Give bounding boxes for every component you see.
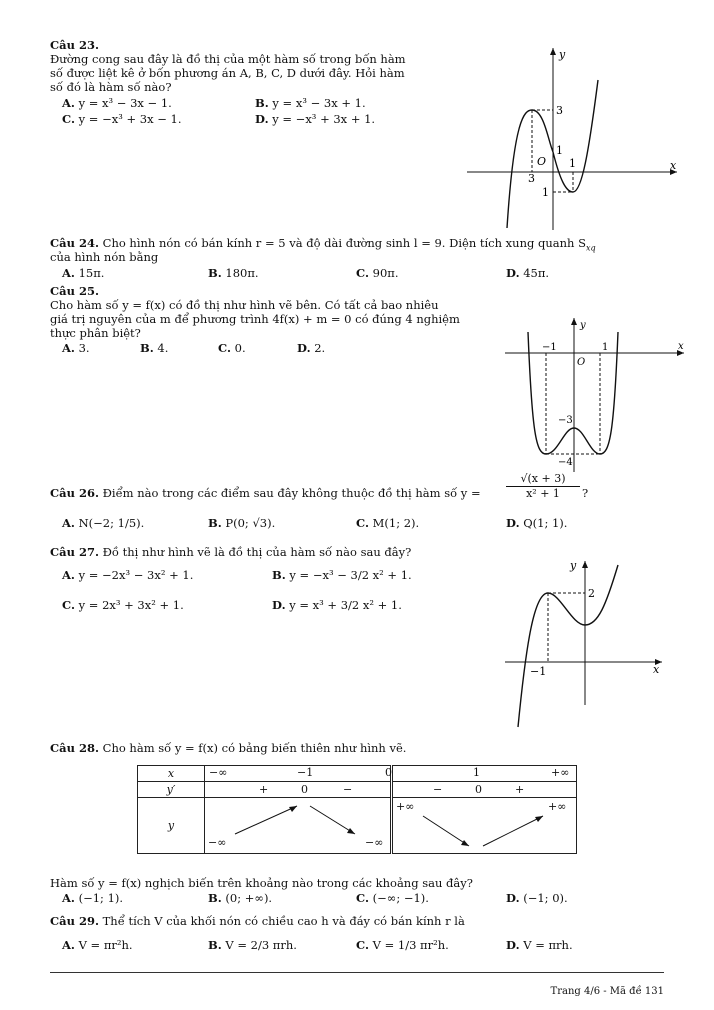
q26-text-1: Câu 26. Điểm nào trong các điểm sau đây không thuộc đồ thị hàm số y = [50, 486, 481, 500]
q28-text-1: Câu 28. Cho hàm số y = f(x) có bảng biến thiên như hình vẽ. [50, 741, 407, 755]
q23-title: Câu 23. [50, 38, 99, 52]
q26-fraction: √(x + 3) x² + 1 [506, 472, 580, 501]
q25-title: Câu 25. [50, 284, 99, 298]
q25-pos1-label: 1 [602, 342, 609, 353]
q25-option-c[interactable]: C. 0. [218, 341, 246, 355]
q27-graph [500, 555, 670, 730]
q25-neg1-label: −1 [542, 342, 557, 353]
q23-origin-label: O [537, 155, 547, 168]
q25-x-label: x [678, 341, 684, 352]
vt-x-label: x [138, 766, 205, 782]
q25-y-label: y [580, 320, 586, 331]
q25-neg3-label: −3 [558, 415, 573, 426]
q24-option-a[interactable]: A. 15π. [62, 266, 105, 280]
q27-neg1-label: −1 [530, 665, 547, 678]
q29-option-a[interactable]: A. V = πr²h. [62, 938, 133, 952]
vt-yp-label: y′ [138, 782, 205, 798]
q23-option-c[interactable]: C. y = −x³ + 3x − 1. [62, 112, 182, 126]
q23-label-1a: 1 [556, 144, 563, 157]
q23-x-label: x [670, 159, 677, 172]
q25-graph [500, 312, 690, 474]
q28-option-b[interactable]: B. (0; +∞). [208, 891, 273, 905]
q23-label-3b: 3 [528, 172, 535, 185]
q25-option-b[interactable]: B. 4. [140, 341, 169, 355]
vt-x-row-right: 1 +∞ [392, 766, 577, 782]
q26-option-b[interactable]: B. P(0; √3). [208, 516, 276, 530]
q24-option-d[interactable]: D. 45π. [506, 266, 550, 280]
q25-text-3: thực phân biệt? [50, 326, 141, 340]
q27-option-c[interactable]: C. y = 2x³ + 3x² + 1. [62, 598, 184, 612]
vt-arrows-right [393, 798, 578, 854]
q23-text-1: Đường cong sau đây là đồ thị của một hàm số trong bốn hàm [50, 52, 406, 66]
vt-y-row-right: +∞ +∞ [392, 798, 577, 854]
q23-label-3: 3 [556, 104, 563, 117]
q29-text-1: Câu 29. Thể tích V của khối nón có chiều cao h và đáy có bán kính r là [50, 914, 465, 928]
q25-origin-label: O [577, 357, 586, 368]
q28-option-d[interactable]: D. (−1; 0). [506, 891, 568, 905]
q28-option-a[interactable]: A. (−1; 1). [62, 891, 124, 905]
q28-text-2: Hàm số y = f(x) nghịch biến trên khoảng nào trong các khoảng sau đây? [50, 876, 473, 890]
q23-y-label: y [559, 48, 566, 61]
vt-yp-row-left: + 0 − [205, 782, 392, 798]
q27-option-d[interactable]: D. y = x³ + 3/2 x² + 1. [272, 598, 402, 612]
q28-option-c[interactable]: C. (−∞; −1). [356, 891, 429, 905]
q27-curve [518, 565, 618, 727]
q23-graph [462, 40, 682, 232]
q23-label-1c: 1 [542, 186, 549, 199]
q25-neg4-label: −4 [558, 457, 573, 468]
vt-y-label: y [138, 798, 205, 854]
q29-option-c[interactable]: C. V = 1/3 πr²h. [356, 938, 449, 952]
q24-text-2: của hình nón bằng [50, 250, 159, 264]
vt-yp-row-right: − 0 + [392, 782, 577, 798]
q23-text-3: số đó là hàm số nào? [50, 80, 172, 94]
q27-option-a[interactable]: A. y = −2x³ − 3x² + 1. [62, 568, 194, 582]
q23-option-a[interactable]: A. y = x³ − 3x − 1. [62, 96, 172, 110]
q29-option-b[interactable]: B. V = 2/3 πrh. [208, 938, 297, 952]
q23-option-d[interactable]: D. y = −x³ + 3x + 1. [255, 112, 376, 126]
q26-question-mark: ? [582, 486, 589, 500]
footer-divider [50, 972, 664, 973]
variation-table [137, 765, 577, 854]
q26-option-d[interactable]: D. Q(1; 1). [506, 516, 568, 530]
q29-option-d[interactable]: D. V = πrh. [506, 938, 573, 952]
q24-option-c[interactable]: C. 90π. [356, 266, 399, 280]
q27-y-label: y [570, 559, 577, 572]
q25-text-2: giá trị nguyên của m để phương trình 4f(x) + m = 0 có đúng 4 nghiệm [50, 312, 460, 326]
vt-arrows-left [205, 798, 390, 854]
q24-text-1: Câu 24. Cho hình nón có bán kính r = 5 và độ dài đường sinh l = 9. Diện tích xung quanh $S_{xq}$ [50, 236, 596, 253]
q24-option-b[interactable]: B. 180π. [208, 266, 259, 280]
q25-text-1: Cho hàm số y = f(x) có đồ thị như hình vẽ bên. Có tất cả bao nhiêu [50, 298, 439, 312]
q25-option-a[interactable]: A. 3. [62, 341, 90, 355]
q27-option-b[interactable]: B. y = −x³ − 3/2 x² + 1. [272, 568, 412, 582]
q27-label-2: 2 [588, 587, 595, 600]
q23-option-b[interactable]: B. y = x³ − 3x + 1. [255, 96, 366, 110]
q27-text-1: Câu 27. Đồ thị như hình vẽ là đồ thị của hàm số nào sau đây? [50, 545, 412, 559]
q26-option-a[interactable]: A. N(−2; 1/5). [62, 516, 145, 530]
vt-y-row-left: −∞ −∞ [205, 798, 392, 854]
q26-option-c[interactable]: C. M(1; 2). [356, 516, 420, 530]
q25-option-d[interactable]: D. 2. [297, 341, 326, 355]
q27-x-label: x [653, 663, 660, 676]
q23-label-1b: 1 [569, 157, 576, 170]
page-footer: Trang 4/6 - Mã đề 131 [550, 986, 664, 997]
vt-x-row-left: −∞ −1 0 [205, 766, 392, 782]
q23-text-2: số được liệt kê ở bốn phương án A, B, C, D dưới đây. Hỏi hàm [50, 66, 405, 80]
